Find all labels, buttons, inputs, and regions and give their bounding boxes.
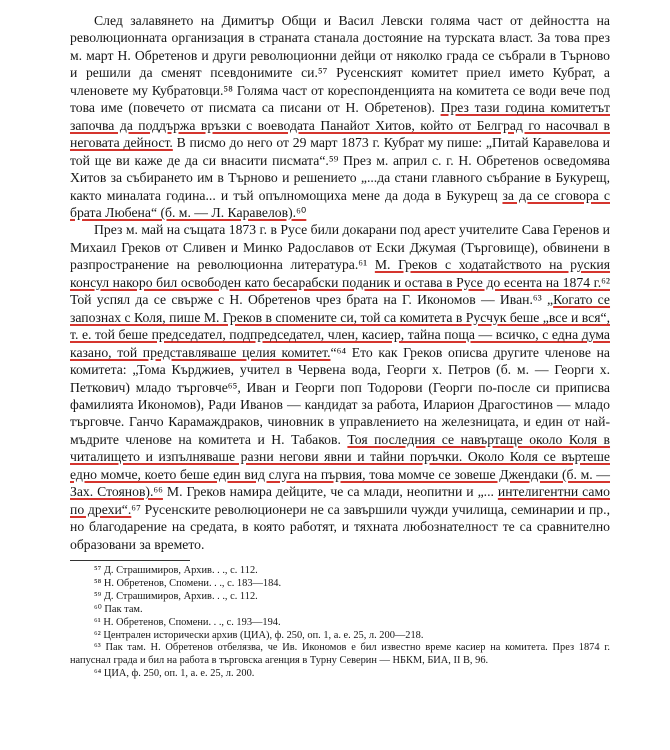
footnote: ⁶⁴ ЦИА, ф. 250, оп. 1, а. е. 25, л. 200. [94,668,255,680]
highlighted-segment: Тоя последния се навъртаще около Коля в читалището и изпълняваше разни негови явни и тайни поръчки. Около Коля се въртеше едно момче, което беше един вид слуга на първия, това момче се зовеше Джендаки (б. м. — Зах. Стоянов).⁶⁶ [70,431,611,500]
document-page [70,12,610,681]
body-text [70,12,610,553]
footnote: ⁶¹ Н. Обретенов, Спомени. . ., с. 193—194. [94,616,281,628]
footnote: ⁵⁸ Н. Обретенов, Спомени. . ., с. 183—184. [94,577,282,589]
footnote: ⁵⁷ Д. Страшимиров, Архив. . ., с. 112. [94,565,258,577]
text-segment: “⁶⁴ Ето как Греков описва другите членове на комитета: „Тома Кърджиев, учител в Червена вода, Георги х. Петров (б. м. — Георги х. Петкович) младо търговче⁶⁵, Иван и Георги поп Тодорови (Георги по-после си приписва фамилията Икономов), Ради Иванов — кандидат за работа, Иларион Драгостинов — младо търговче. Ганчо Карамаждраков, чиновник в управлението на железницата, и един от най-мъдрите членове на комитета и Н. Табаков. [70,344,611,447]
highlighted-segment: за да се сговора с брата Любена“ (б. м. — Л. Каравелов).⁶⁰ [70,187,610,220]
paragraph-1 [70,12,610,221]
text-segment: В писмо до него от 29 март 1873 г. Кубрат му пише: „Питай Каравелова и той ще ви каже де да си внасити писмата“.⁵⁹ През м. април с. г. Н. Обретенов осведомява Хитов за събирането им в Търново и решението „...да стани главного събрание в Букурещ, както миналата година... и тъй опълномощиха мене да дода в Букурещ [70,135,610,203]
highlighted-segment: През тази година комитетът започва да поддържа връзки с воеводата Панайот Хитов, който от Белград го насочвал в неговата дейност. [70,100,610,151]
footnote: ⁵⁹ Д. Страшимиров, Архив. . ., с. 112. [94,590,258,602]
footnote: ⁶² Централен исторически архив (ЦИА), ф. 250, оп. 1, а. е. 25, л. 200—218. [94,629,424,641]
footnote-divider [70,560,190,561]
text-segment: Той успял да се свърже с Н. Обретенов чрез брата на Г. Икономов — Иван.⁶³ „ [70,292,554,308]
highlighted-segment: Когато се запознах с Коля, пише М. Греков в спомените си, той са комитета в Русчук беше „все и вся“, т. е. той беше председател, подпредседател, член, касиер, тайна поща — всичко, с една дума казано, той представляваше целия комитет. [70,292,611,360]
footnote: ⁶⁰ Пак там. [94,603,143,615]
highlighted-segment: интелигентни само по дрехи“. [70,484,611,517]
highlighted-segment: М. Греков с ходатайството на руския консул накоро бил освободен като бесарабски поданик и остава в Русе до есента на 1874 г.⁶² [70,257,611,290]
footnotes [70,565,610,681]
text-segment: М. Греков намира дейците, че са млади, неопитни и „... [162,484,498,500]
text-segment: След залавянето на Димитър Общи и Васил Левски голяма част от дейността на революционната организация в страната станала достояние на турската власт. За това през м. март Н. Обретенов и други революционни дейци от няколко града се събрали в Търново и решили да сменят псевдонимите си.⁵⁷ Русенският комитет приел името Кубрат, а членовете му Кубратовци.⁵⁸ Голяма част от кореспонденцията на комитета се води вече под това име (повечето от писмата са писани от Н. Обретенов). [70,13,610,116]
paragraph-2 [70,221,610,553]
text-segment: ⁶⁷ Русенските революционери не са завършили чужди училища, семинарии и пр., но благодарение на средата, в която работят, и тяхната любознателност те са сравнително образовани за времето. [70,501,610,552]
footnote: ⁶³ Пак там. Н. Обретенов отбелязва, че Ив. Икономов е бил известно време касиер на комитета. През 1874 г. напуснал града и бил на работа в търговска агенция в Турну Северин — НБКМ, БИА, II В, 96. [70,642,610,667]
text-segment: През м. май на същата 1873 г. в Русе били докарани под арест учителите Сава Геренов и Михаил Греков от Сливен и Минко Радославов от Ески Джумая (Търговище), обвинени в разпространение на революционна литература.⁶¹ [70,222,610,273]
